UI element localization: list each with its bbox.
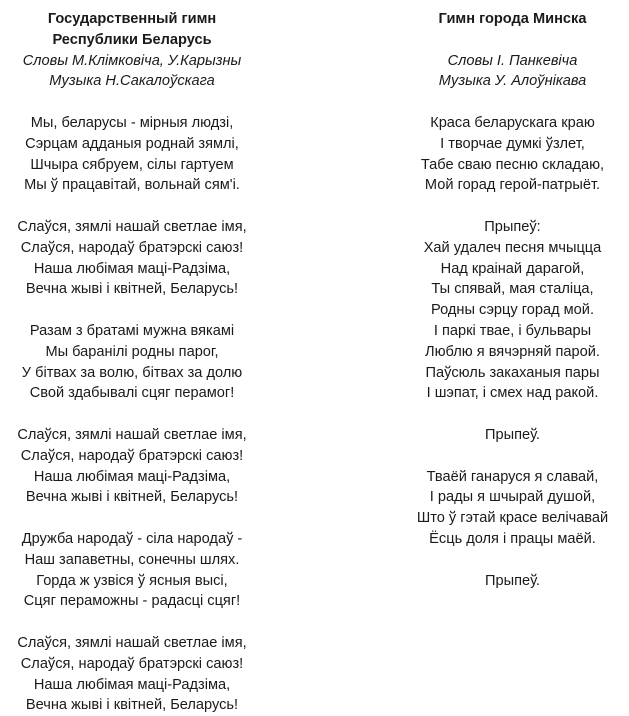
lyric-line: Наша любімая маці-Радзіма, (33, 468, 231, 485)
chorus-3 (0, 633, 264, 716)
lyric-line: Паўсюль закаханыя пары (425, 364, 600, 381)
lyric-line: Табе сваю песню складаю, (420, 156, 605, 173)
lyric-line: Ёсць доля і працы маёй. (429, 530, 596, 547)
lyric-line: Мы, беларусы - мірныя людзі, (30, 114, 234, 131)
chorus-repeat-2 (396, 571, 629, 592)
lyric-line: Хай удалеч песня мчыцца (423, 239, 602, 256)
lyric-line: Дружба народаў - сіла народаў - (21, 530, 243, 547)
minsk-anthem-column (396, 9, 629, 591)
lyric-line: Наш запаветны, сонечны шлях. (24, 551, 240, 568)
lyric-line: Сэрцам адданыя роднай зямлі, (25, 135, 239, 152)
lyric-line: Горда ж узвіся ў ясныя высі, (36, 572, 228, 589)
lyric-line: Слаўся, народаў братэрскі саюз! (20, 655, 244, 672)
lyric-line: Наша любімая маці-Радзіма, (33, 260, 231, 277)
belarus-anthem-column (0, 9, 264, 716)
lyric-line: Слаўся, зямлі нашай светлае імя, (17, 634, 247, 651)
lyric-line: Вечна жыві і квітней, Беларусь! (25, 489, 239, 506)
chorus-2 (0, 425, 264, 508)
chorus-label: Прыпеў. (484, 572, 540, 589)
music-credit: Музыка Н.Сакалоўскага (49, 73, 215, 90)
lyric-line: Сцяг пераможны - радасці сцяг! (23, 593, 241, 610)
lyric-line: Мой горад герой-патрыёт. (424, 177, 601, 194)
lyric-line: І рады я шчырай душой, (429, 489, 596, 506)
lyric-line: Тваёй ганаруся я славай, (426, 468, 599, 485)
verse-3 (396, 467, 629, 550)
lyric-line: Наша любімая маці-Радзіма, (33, 676, 231, 693)
belarus-anthem-title (0, 9, 264, 51)
verse-3 (0, 529, 264, 612)
lyric-line: Разам з братамі мужна вякамі (29, 322, 235, 339)
lyric-line: У бітвах за волю, бітвах за долю (21, 364, 243, 381)
title-line: Гимн города Минска (438, 11, 587, 27)
title-line: Республики Беларусь (52, 31, 212, 48)
lyric-line: Люблю я вячэрняй парой. (425, 343, 600, 360)
minsk-anthem-credits (396, 51, 629, 93)
lyric-line: Слаўся, зямлі нашай светлае імя, (17, 426, 247, 443)
chorus-label: Прыпеў. (484, 426, 540, 443)
lyric-line: Родны сэрцу горад мой. (430, 302, 595, 319)
lyric-line: Вечна жыві і квітней, Беларусь! (25, 697, 239, 714)
lyric-line: Краса беларускага краю (430, 114, 595, 131)
lyric-line: І шэпат, і смех над ракой. (426, 385, 599, 402)
chorus-1 (0, 217, 264, 300)
lyric-line: Што ў гэтай красе велічавай (416, 510, 609, 527)
verse-2 (0, 321, 264, 404)
music-credit: Музыка У. Алоўнікава (438, 73, 587, 90)
belarus-anthem-credits (0, 51, 264, 93)
minsk-anthem-title (396, 9, 629, 30)
verse-1 (0, 113, 264, 196)
chorus-repeat-1 (396, 425, 629, 446)
lyric-line: Слаўся, народаў братэрскі саюз! (20, 447, 244, 464)
lyric-line: Слаўся, народаў братэрскі саюз! (20, 239, 244, 256)
lyric-line: І творчае думкі ўзлет, (440, 135, 585, 152)
lyric-line: Мы баранілі родны парог, (45, 343, 219, 360)
lyric-line: Мы ў працавітай, вольнай сям'і. (24, 177, 240, 194)
lyric-line: Шчыра сябруем, сілы гартуем (30, 156, 234, 173)
lyrics-credit: Словы І. Панкевіча (447, 52, 578, 69)
lyric-line: Ты спявай, мая сталіца, (431, 281, 594, 298)
chorus-and-verse-2 (396, 217, 629, 404)
lyric-line: Свой здабывалі сцяг перамог! (29, 385, 235, 402)
lyric-line: І паркі твае, і бульвары (433, 322, 592, 339)
lyric-line: Над краінай дарагой, (440, 260, 585, 277)
chorus-label: Прыпеў: (484, 218, 541, 235)
title-line: Государственный гимн (47, 11, 217, 27)
verse-1 (396, 113, 629, 196)
lyric-line: Слаўся, зямлі нашай светлае імя, (17, 218, 247, 235)
lyric-line: Вечна жыві і квітней, Беларусь! (25, 281, 239, 298)
lyrics-credit: Словы М.Клімковіча, У.Карызны (22, 52, 242, 69)
